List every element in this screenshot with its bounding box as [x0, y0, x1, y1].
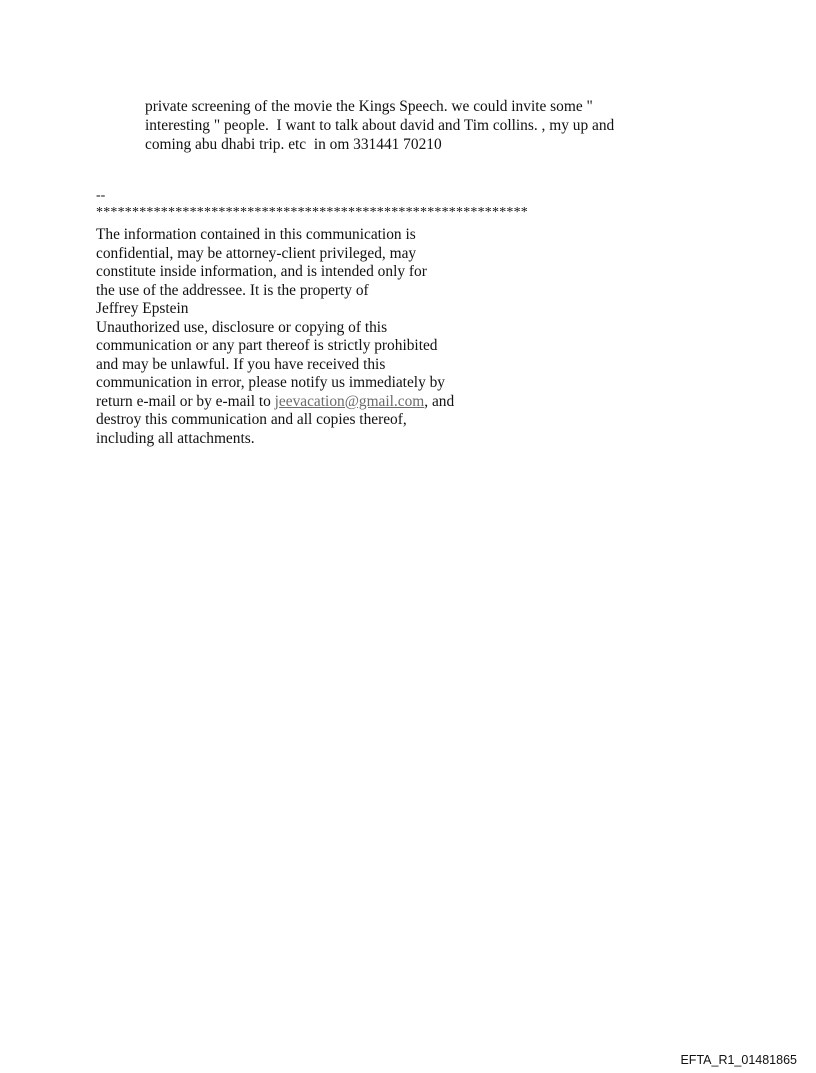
notice-line: confidential, may be attorney-client privileged, may — [96, 244, 417, 262]
notice-line: destroy this communication and all copies thereof, — [96, 411, 407, 428]
notice-line: and may be unlawful. If you have received this — [96, 355, 386, 373]
notice-return-line — [96, 393, 556, 412]
notice-line: Unauthorized use, disclosure or copying of this — [96, 318, 388, 336]
confidentiality-notice — [96, 226, 556, 448]
return-line-suffix: , and — [424, 392, 455, 410]
email-link[interactable]: jeevacation@gmail.com — [274, 392, 425, 410]
quoted-line: interesting " people. I want to talk about david and Tim collins. , my up and — [145, 117, 615, 134]
notice-line: communication or any part thereof is strictly prohibited — [96, 337, 438, 354]
document-id: EFTA_R1_01481865 — [680, 1053, 797, 1067]
quoted-line: private screening of the movie the Kings Speech. we could invite some " — [145, 98, 593, 115]
notice-line: communication in error, please notify us immediately by — [96, 374, 446, 391]
notice-line: the use of the addressee. It is the property of — [96, 281, 369, 299]
return-line-prefix: return e-mail or by e-mail to — [96, 392, 275, 410]
signature-separator: -- — [96, 188, 106, 203]
notice-line: The information contained in this communication is — [96, 226, 416, 243]
notice-line: including all attachments. — [96, 429, 255, 447]
notice-line: constitute inside information, and is intended only for — [96, 263, 427, 280]
notice-owner-line: Jeffrey Epstein — [96, 300, 189, 317]
quoted-line: coming abu dhabi trip. etc in om 331441 70210 — [145, 136, 442, 153]
asterisk-divider: ************************************************************ — [96, 205, 528, 220]
quoted-message — [145, 97, 665, 154]
